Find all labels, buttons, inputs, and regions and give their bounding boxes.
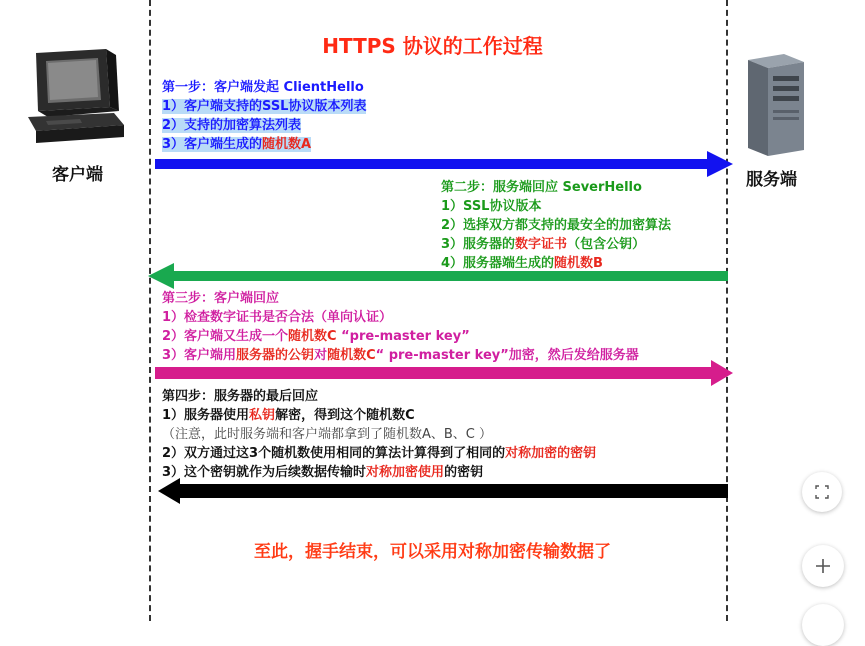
arrow-client-to-server-1 [155, 151, 733, 177]
step4-symmetric-use: 对称加密使用 [366, 465, 445, 480]
step3-premaster: “pre-master key” [336, 329, 470, 344]
step2-item3: 3）服务器的 [441, 237, 516, 252]
step1-item3: 3）客户端生成的 [162, 137, 263, 152]
step4-heading: 第四步：服务器的最后回应 [162, 389, 319, 404]
step4-note: （注意，此时服务端和客户端都拿到了随机数A、B、C ） [162, 427, 493, 442]
step2-certificate: 数字证书 [515, 237, 568, 252]
arrow-server-to-client-4 [158, 478, 728, 504]
computer-icon [18, 45, 130, 155]
step3-item1: 1）检查数字证书是否合法（单向认证） [162, 310, 393, 325]
arrow-server-to-client-2 [148, 263, 728, 289]
step4-block [162, 387, 596, 482]
step4-item1-suffix: 解密，得到这个随机数C [275, 408, 415, 423]
conclusion-text: 至此，握手结束，可以采用对称加密传输数据了 [254, 542, 611, 562]
diagram-title: HTTPS 协议的工作过程 [322, 34, 543, 58]
step3-random-c-2: 随机数C [327, 348, 376, 363]
step2-item4: 4）服务器端生成的 [441, 256, 555, 271]
step2-item3-suffix: （包含公钥） [567, 237, 646, 252]
zoom-in-button[interactable] [802, 545, 844, 587]
step3-item2: 2）客户端又生成一个 [162, 329, 289, 344]
step1-item1: 1）客户端支持的SSL协议版本列表 [162, 99, 367, 114]
step4-item3: 3）这个密钥就作为后续数据传输时 [162, 465, 367, 480]
arrow-client-to-server-3 [155, 360, 733, 386]
step3-item3: 3）客户端用 [162, 348, 237, 363]
step2-random-b: 随机数B [554, 256, 603, 271]
step2-item2: 2）选择双方都支持的最安全的加密算法 [441, 218, 672, 233]
step3-item3-suffix: “ pre-master key”加密，然后发给服务器 [375, 348, 639, 363]
step1-item2: 2）支持的加密算法列表 [162, 118, 302, 133]
step4-private-key: 私钥 [249, 408, 276, 423]
step2-heading: 第二步：服务端回应 SeverHello [441, 180, 642, 195]
step1-heading: 第一步：客户端发起 ClientHello [162, 80, 364, 95]
step2-item1: 1）SSL协议版本 [441, 199, 542, 214]
step3-heading: 第三步：客户端回应 [162, 291, 280, 306]
fullscreen-icon [815, 485, 829, 499]
step4-item3-suffix: 的密钥 [444, 465, 484, 480]
step3-public-key: 服务器的公钥 [236, 348, 315, 363]
step3-block [162, 289, 639, 365]
client-label: 客户端 [52, 165, 103, 185]
step4-item2: 2）双方通过这3个随机数使用相同的算法计算得到了相同的 [162, 446, 506, 461]
step1-block [162, 78, 366, 154]
step3-random-c: 随机数C [288, 329, 337, 344]
step4-symmetric-key: 对称加密的密钥 [505, 446, 597, 461]
fullscreen-button[interactable] [802, 472, 842, 512]
step2-block [441, 178, 671, 273]
server-lifeline [726, 0, 728, 621]
step3-item3-dui: 对 [314, 348, 328, 363]
step4-item1: 1）服务器使用 [162, 408, 250, 423]
step1-random-a: 随机数A [262, 137, 312, 152]
server-tower-icon [742, 50, 810, 158]
extra-fab-button[interactable] [802, 604, 844, 646]
client-lifeline [149, 0, 151, 621]
server-label: 服务端 [746, 170, 797, 190]
plus-icon [815, 558, 831, 574]
